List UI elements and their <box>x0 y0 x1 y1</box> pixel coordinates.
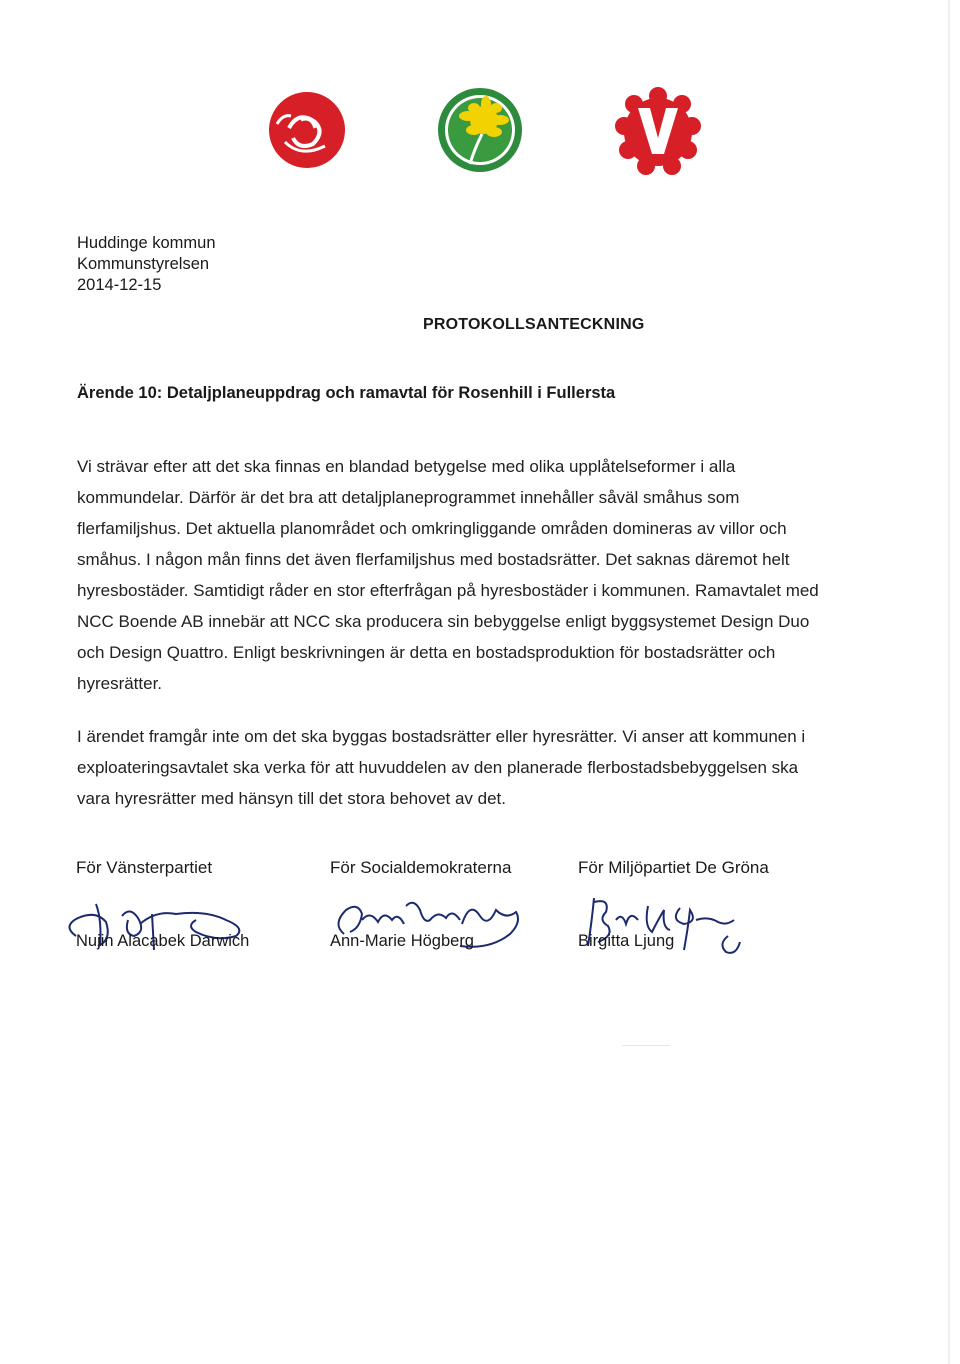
recipient-header <box>77 233 216 296</box>
paragraph-line: NCC Boende AB innebär att NCC ska producera sin bebyggelse enligt byggsystemet Design Duo <box>77 612 810 631</box>
organization-name: Huddinge kommun <box>77 234 216 252</box>
paragraph-line: vara hyresrätter med hänsyn till det stora behovet av det. <box>77 789 507 808</box>
signature-block-socialdemokraterna <box>330 858 590 950</box>
body-paragraph-1 <box>77 451 819 699</box>
paragraph-line: småhus. I någon mån finns det även flerfamiljshus med bostadsrätter. Det saknas däremot helt <box>77 550 790 569</box>
scan-artifact-line <box>622 1045 670 1046</box>
signatory-name: Nujin Alacabek Darwich <box>76 932 250 950</box>
signatory-name: Birgitta Ljung <box>578 932 675 950</box>
signatory-name: Ann-Marie Högberg <box>330 932 474 950</box>
document-date: 2014-12-15 <box>77 276 162 294</box>
paragraph-line: flerfamiljshus. Det aktuella planområdet och omkringliggande områden domineras av villor och <box>77 519 787 538</box>
party-logos <box>0 80 960 180</box>
board-name: Kommunstyrelsen <box>77 255 210 273</box>
paragraph-line: och Design Quattro. Enligt beskrivningen är detta en bostadsproduktion för bostadsrätter och <box>77 643 776 662</box>
body-paragraph-2 <box>77 721 805 814</box>
vansterpartiet-v-icon <box>608 80 708 180</box>
subject-line: Ärende 10: Detaljplaneuppdrag och ramavtal för Rosenhill i Fullersta <box>77 384 616 402</box>
signature-label: För Socialdemokraterna <box>330 858 512 877</box>
paragraph-line: Vi strävar efter att det ska finnas en blandad betygelse med olika upplåtelseformer i alla <box>77 457 736 476</box>
scan-edge-shadow <box>948 0 950 1364</box>
paragraph-line: I ärendet framgår inte om det ska byggas bostadsrätter eller hyresrätter. Vi anser att kommunen i <box>77 727 806 746</box>
socialdemokraterna-rose-icon <box>255 80 355 180</box>
signature-label: För Miljöpartiet De Gröna <box>578 858 769 877</box>
miljopartiet-dandelion-icon <box>430 80 530 180</box>
paragraph-line: hyresbostäder. Samtidigt råder en stor efterfrågan på hyresbostäder i kommunen. Ramavtalet med <box>77 581 819 600</box>
paragraph-line: kommundelar. Därför är det bra att detaljplaneprogrammet innehåller såväl småhus som <box>77 488 740 507</box>
document-title: PROTOKOLLSANTECKNING <box>423 316 645 333</box>
signature-label: För Vänsterpartiet <box>76 858 213 877</box>
signature-block-vansterpartiet <box>76 858 336 950</box>
paragraph-line: exploateringsavtalet ska verka för att huvuddelen av den planerade flerbostadsbebyggelsen ska <box>77 758 799 777</box>
paragraph-line: hyresrätter. <box>77 674 163 693</box>
signature-block-miljopartiet <box>578 858 838 950</box>
